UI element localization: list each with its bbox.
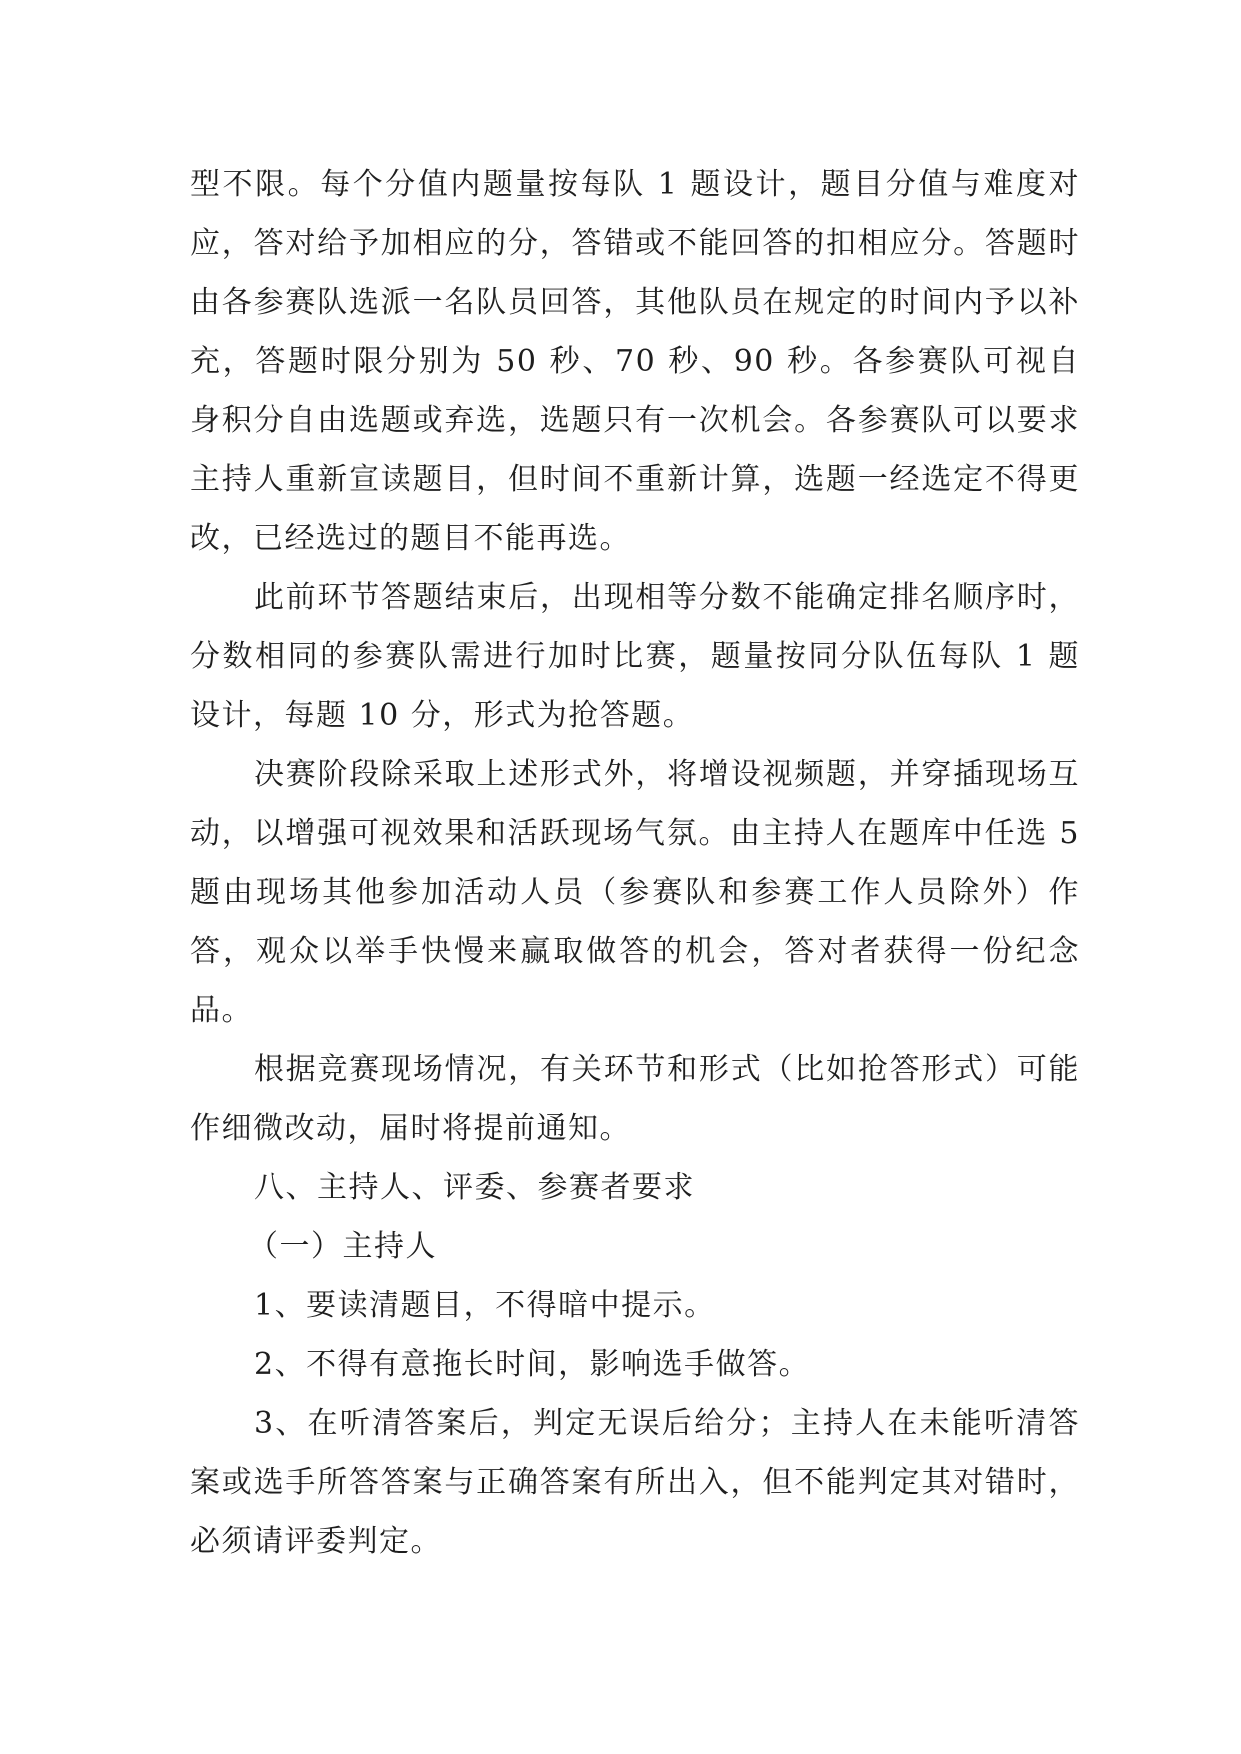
list-item: 2、不得有意拖长时间，影响选手做答。 (254, 1347, 811, 1382)
paragraph-tiebreak: 此前环节答题结束后，出现相等分数不能确定排名顺序时，分数相同的参赛队需进行加时比赛，题量按同分队伍每队 1 题设计，每题 10 分，形式为抢答题。 (190, 580, 1080, 733)
list-item: 3、在听清答案后，判定无误后给分；主持人在未能听清答案或选手所答答案与正确答案有所出入，但不能判定其对错时，必须请评委判定。 (190, 1406, 1080, 1559)
subsection-heading: （一）主持人 (248, 1229, 437, 1264)
paragraph-finals: 决赛阶段除采取上述形式外，将增设视频题，并穿插现场互动，以增强可视效果和活跃现场气氛。由主持人在题库中任选 5 题由现场其他参加活动人员（参赛队和参赛工作人员除外）作答，观众以举手快慢来赢取做答的机会，答对者获得一份纪念品。 (190, 757, 1080, 1028)
paragraph-rules-continued: 型不限。每个分值内题量按每队 1 题设计，题目分值与难度对应，答对给予加相应的分，答错或不能回答的扣相应分。答题时由各参赛队选派一名队员回答，其他队员在规定的时间内予以补充，答题时限分别为 50 秒、70 秒、90 秒。各参赛队可视自身积分自由选题或弃选，选题只有一次机会。各参赛队可以要求主持人重新宣读题目，但时间不重新计算，选题一经选定不得更改，已经选过的题目不能再选。 (190, 167, 1080, 556)
paragraph-adjustments: 根据竞赛现场情况，有关环节和形式（比如抢答形式）可能作细微改动，届时将提前通知。 (190, 1052, 1080, 1146)
section-heading: 八、主持人、评委、参赛者要求 (254, 1170, 695, 1205)
list-item: 1、要读清题目，不得暗中提示。 (254, 1288, 716, 1323)
document-body (190, 155, 1080, 1571)
